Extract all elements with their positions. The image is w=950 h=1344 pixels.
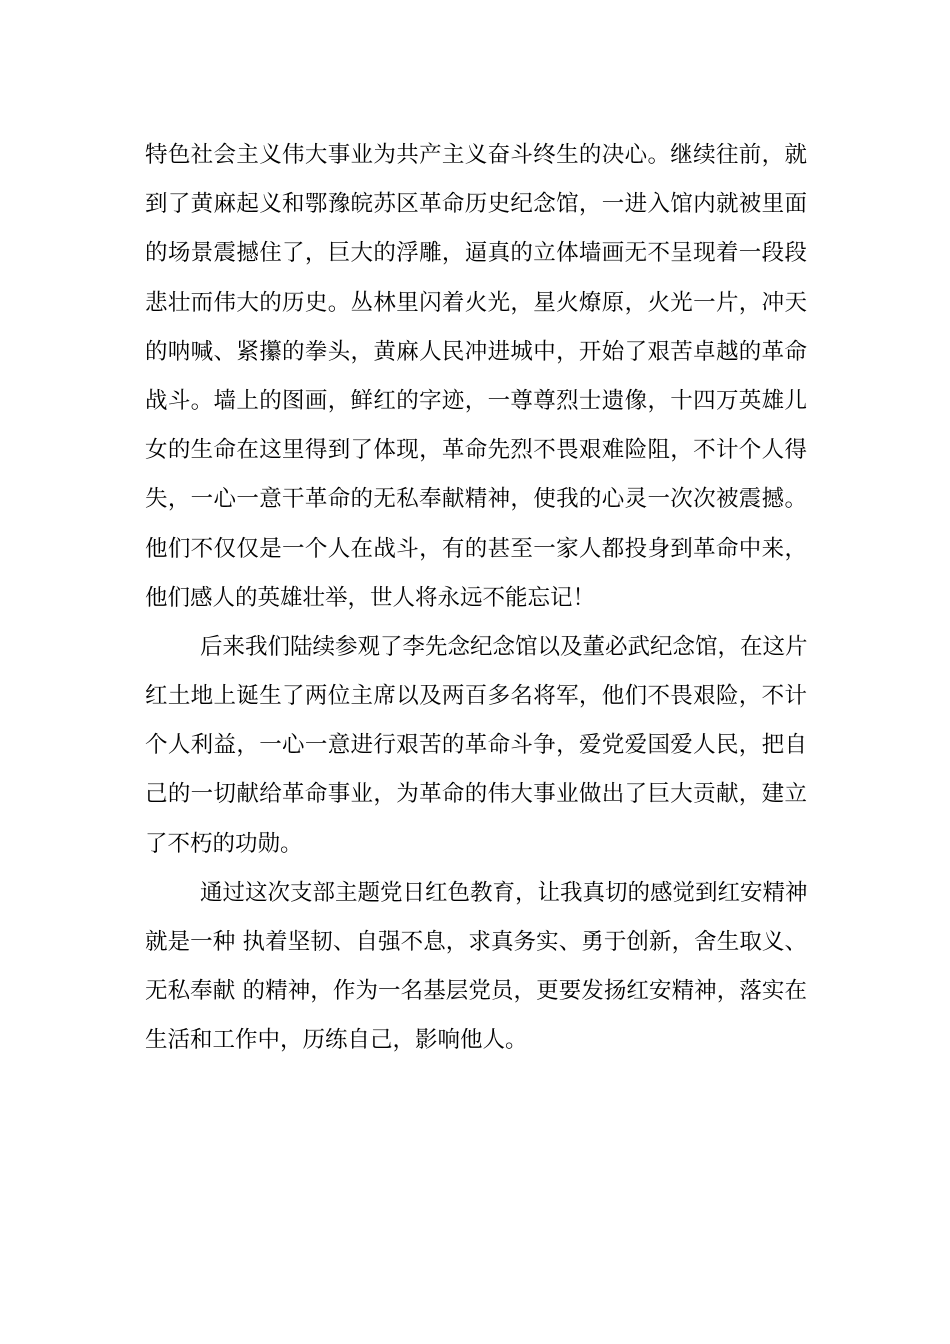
text-line: 的场景震撼住了，巨大的浮雕，逼真的立体墙画无不呈现着一段段	[145, 240, 807, 267]
text-line: 通过这次支部主题党日红色教育，让我真切的感觉到红安精神	[200, 879, 808, 906]
text-line: 就是一种 执着坚韧、自强不息，求真务实、勇于创新，舍生取义、	[145, 929, 807, 955]
text-line: 后来我们陆续参观了李先念纪念馆以及董必武纪念馆，在这片	[200, 633, 808, 660]
text-line: 了不朽的功勋。	[145, 830, 303, 857]
text-line: 他们不仅仅是一个人在战斗，有的甚至一家人都投身到革命中来，	[145, 535, 807, 562]
text-line: 女的生命在这里得到了体现，革命先烈不畏艰难险阻，不计个人得	[145, 437, 807, 464]
text-line: 个人利益，一心一意进行艰苦的革命斗争，爱党爱国爱人民，把自	[145, 732, 807, 759]
text-line: 战斗。墙上的图画，鲜红的字迹，一尊尊烈士遗像，十四万英雄儿	[145, 387, 807, 414]
text-line: 失，一心一意干革命的无私奉献精神，使我的心灵一次次被震撼。	[145, 486, 807, 513]
text-line: 悲壮而伟大的历史。丛林里闪着火光，星火燎原，火光一片，冲天	[145, 289, 807, 316]
text-line: 到了黄麻起义和鄂豫皖苏区革命历史纪念馆，一进入馆内就被里面	[145, 191, 807, 218]
text-line: 的呐喊、紧攥的拳头，黄麻人民冲进城中，开始了艰苦卓越的革命	[145, 338, 807, 365]
paragraph-1	[145, 131, 807, 623]
text-line: 红土地上诞生了两位主席以及两百多名将军，他们不畏艰险，不计	[145, 683, 807, 710]
text-line: 特色社会主义伟大事业为共产主义奋斗终生的决心。继续往前，就	[145, 142, 807, 168]
text-line: 他们感人的英雄壮举，世人将永远不能忘记！	[145, 584, 596, 611]
paragraph-2	[145, 623, 807, 869]
document-body	[145, 131, 807, 1066]
text-line: 生活和工作中，历练自己，影响他人。	[145, 1027, 528, 1054]
text-line: 己的一切献给革命事业，为革命的伟大事业做出了巨大贡献，建立	[145, 781, 807, 808]
text-line: 无私奉献 的精神，作为一名基层党员，更要发扬红安精神，落实在	[145, 978, 807, 1005]
paragraph-3	[145, 869, 807, 1066]
